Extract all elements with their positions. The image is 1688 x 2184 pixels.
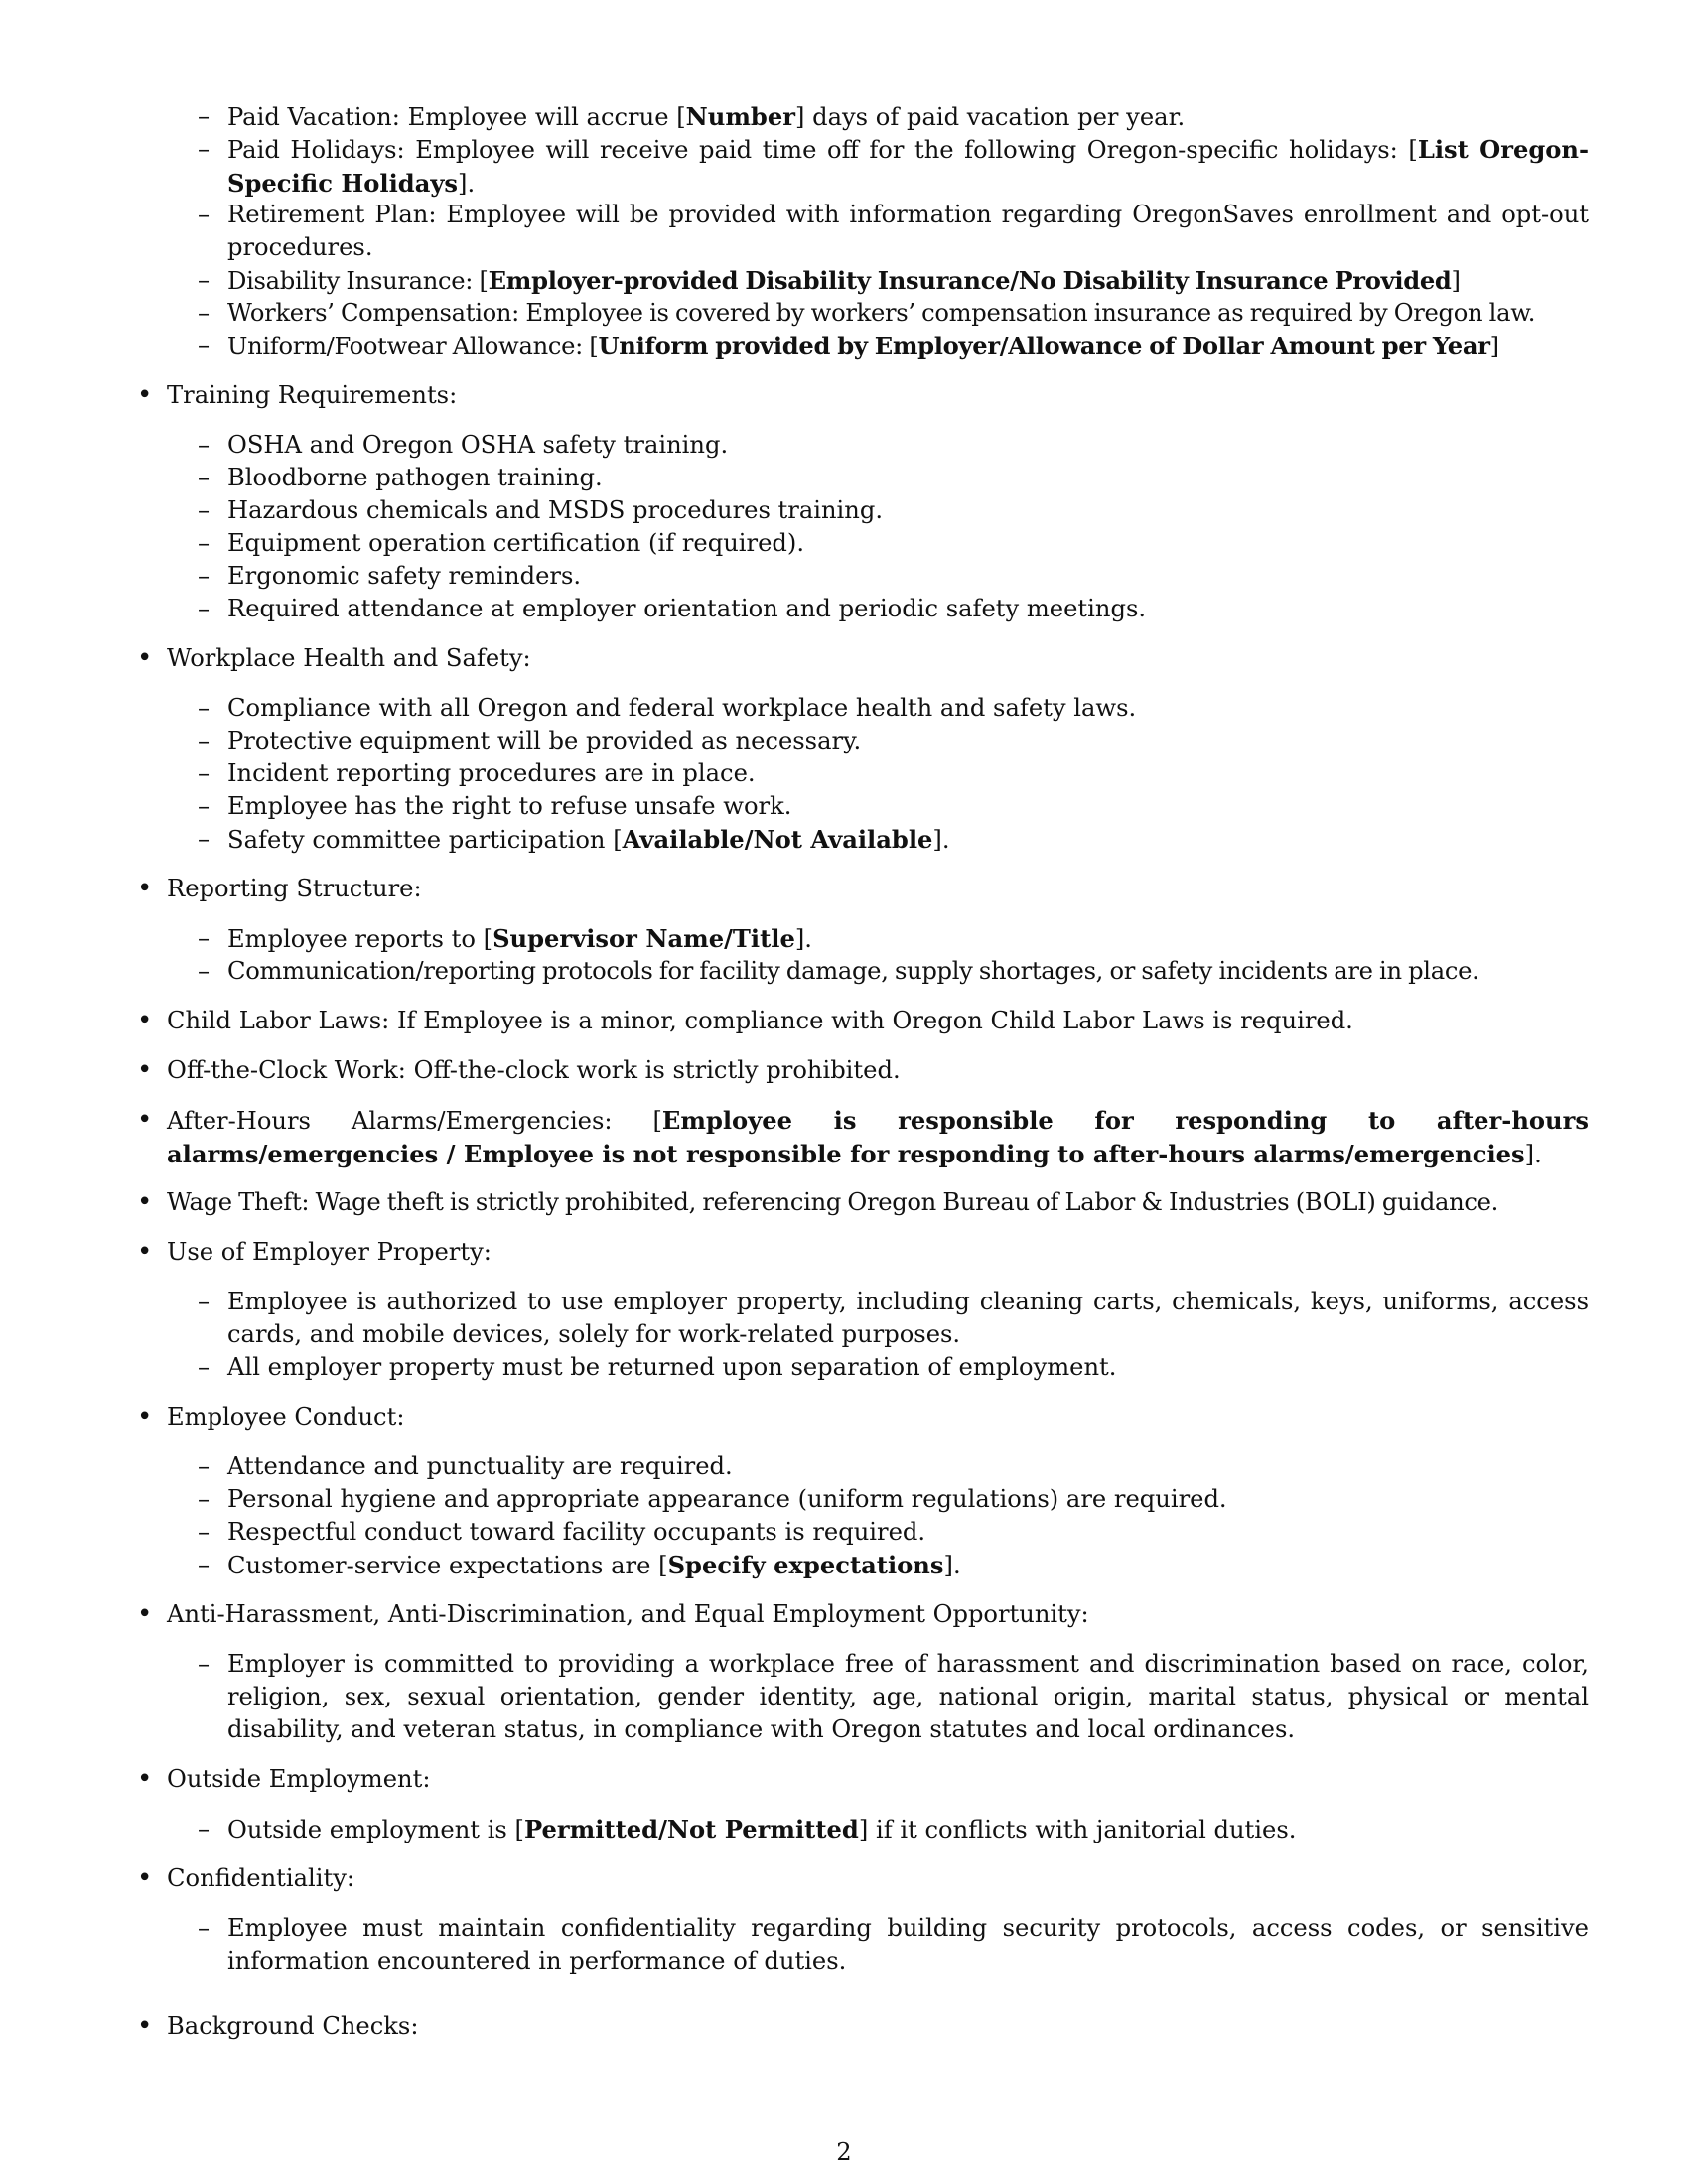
dash-marker: – — [198, 595, 211, 622]
section-after-hours-alarms — [167, 1104, 1589, 1171]
list-item — [227, 593, 1589, 625]
item-text: Compliance with all Oregon and federal workplace health and safety laws. — [227, 694, 1137, 722]
page-number: 2 — [836, 2138, 852, 2166]
dash-marker: – — [198, 924, 211, 952]
list-item — [227, 429, 1589, 462]
list-item — [227, 757, 1589, 790]
placeholder-text: Permitted/Not Permitted — [523, 1815, 859, 1843]
item-text: Safety committee participation [ — [227, 826, 623, 854]
list-item-workers-compensation — [227, 297, 1589, 330]
placeholder-text: Employee is responsible for responding to after-hours alarms/emergencies / Employee is not responsible for responding to after-hours alarms/emergencies — [167, 1106, 1589, 1168]
placeholder-text: List Oregon-Specific Holidays — [227, 135, 1589, 198]
dash-marker: – — [198, 694, 211, 722]
dash-marker: – — [198, 201, 211, 228]
item-text: Employer is committed to providing a workplace free of harassment and discrimination based on race, color, religion, sex, sexual orientation, gender identity, age, national origin, marital status, physical or mental disability, and veteran status, in compliance with Oregon statutes and local ordinances. — [227, 1650, 1589, 1743]
bullet-marker: • — [137, 1764, 153, 1794]
list-item — [227, 823, 1589, 857]
list-item — [227, 1450, 1589, 1483]
list-item-paid-vacation — [227, 100, 1589, 134]
section-off-the-clock-work: Off-the-Clock Work: Off-the-clock work is strictly prohibited. — [167, 1056, 901, 1084]
item-text: Protective equipment will be provided as necessary. — [227, 727, 862, 754]
item-text: Equipment operation certification (if required). — [227, 529, 805, 557]
bullet-marker: • — [137, 1187, 153, 1217]
dash-marker: – — [198, 562, 211, 590]
item-text: Respectful conduct toward facility occupants is required. — [227, 1518, 926, 1546]
section-reporting-structure: Reporting Structure: — [167, 875, 422, 902]
item-text: Incident reporting procedures are in place. — [227, 759, 756, 787]
item-text: All employer property must be returned upon separation of employment. — [227, 1353, 1117, 1381]
item-text: ]. — [932, 826, 950, 854]
section-workplace-health-safety: Workplace Health and Safety: — [167, 644, 531, 672]
item-text: ] days of paid vacation per year. — [794, 103, 1186, 131]
bullet-marker: • — [137, 1237, 153, 1267]
section-background-checks: Background Checks: — [167, 2012, 419, 2040]
item-text: After-Hours Alarms/Emergencies: [ — [167, 1107, 662, 1135]
item-text: Employee reports to [ — [227, 925, 493, 953]
section-training-requirements: Training Requirements: — [167, 381, 458, 409]
dash-marker: – — [198, 1288, 211, 1315]
dash-marker: – — [198, 1485, 211, 1513]
dash-marker: – — [198, 1914, 211, 1942]
dash-marker: – — [198, 1518, 211, 1546]
item-text: Personal hygiene and appropriate appearance (uniform regulations) are required. — [227, 1485, 1227, 1513]
bullet-marker: • — [137, 1105, 153, 1135]
item-text: Outside employment is [ — [227, 1816, 524, 1843]
item-text: Uniform/Footwear Allowance: [ — [227, 333, 599, 360]
item-text: Paid Vacation: Employee will accrue [ — [227, 103, 686, 131]
list-item — [227, 1648, 1589, 1746]
list-item — [227, 955, 1589, 988]
bullet-marker: • — [137, 1006, 153, 1035]
list-item — [227, 462, 1589, 494]
placeholder-text: Available/Not Available — [622, 825, 933, 854]
list-item — [227, 1286, 1589, 1351]
dash-marker: – — [198, 1650, 211, 1678]
section-anti-harassment: Anti-Harassment, Anti-Discrimination, and Equal Employment Opportunity: — [167, 1600, 1089, 1628]
section-outside-employment: Outside Employment: — [167, 1765, 431, 1793]
dash-marker: – — [198, 464, 211, 491]
section-employee-conduct: Employee Conduct: — [167, 1403, 405, 1431]
dash-marker: – — [198, 496, 211, 524]
item-text: Disability Insurance: [ — [227, 267, 489, 295]
list-item — [227, 1912, 1589, 1978]
dash-marker: – — [198, 825, 211, 853]
dash-marker: – — [198, 529, 211, 557]
item-text: Required attendance at employer orientation and periodic safety meetings. — [227, 595, 1147, 622]
item-text: Employee is authorized to use employer property, including cleaning carts, chemicals, keys, uniforms, access cards, and mobile devices, solely for work-related purposes. — [227, 1288, 1589, 1348]
item-text: ]. — [458, 170, 476, 198]
section-confidentiality: Confidentiality: — [167, 1864, 355, 1892]
dash-marker: – — [198, 792, 211, 820]
item-text: Paid Holidays: Employee will receive paid time off for the following Oregon-specific holidays: [ — [227, 136, 1418, 164]
dash-marker: – — [198, 1452, 211, 1480]
list-item — [227, 1813, 1589, 1846]
item-text: Retirement Plan: Employee will be provided with information regarding OregonSaves enrollment and opt-out procedures. — [227, 201, 1589, 261]
item-text: Attendance and punctuality are required. — [227, 1452, 733, 1480]
item-text: Customer-service expectations are [ — [227, 1552, 668, 1579]
list-item — [227, 1483, 1589, 1516]
list-item-uniform-allowance — [227, 330, 1589, 363]
placeholder-text: Specify expectations — [667, 1551, 944, 1579]
bullet-marker: • — [137, 643, 153, 673]
list-item — [227, 560, 1589, 593]
list-item — [227, 494, 1589, 527]
bullet-marker: • — [137, 1055, 153, 1085]
list-item — [227, 790, 1589, 823]
list-item — [227, 1549, 1589, 1582]
list-item — [227, 692, 1589, 725]
item-text: ]. — [794, 925, 812, 953]
item-text: Employee must maintain confidentiality regarding building security protocols, access codes, or sensitive information encountered in performance of duties. — [227, 1914, 1589, 1975]
list-item-disability-insurance — [227, 264, 1589, 298]
list-item — [227, 725, 1589, 757]
section-wage-theft: Wage Theft: Wage theft is strictly prohibited, referencing Oregon Bureau of Labor & Industries (BOLI) guidance. — [167, 1188, 1499, 1216]
placeholder-text: Number — [685, 102, 795, 131]
placeholder-text: Employer-provided Disability Insurance/No Disability Insurance Provided — [488, 266, 1452, 295]
bullet-marker: • — [137, 2011, 153, 2041]
dash-marker: – — [198, 727, 211, 754]
item-text: Ergonomic safety reminders. — [227, 562, 582, 590]
dash-marker: – — [198, 102, 211, 130]
item-text: ]. — [1524, 1141, 1542, 1168]
placeholder-text: Supervisor Name/Title — [492, 924, 795, 953]
dash-marker: – — [198, 1815, 211, 1843]
bullet-marker: • — [137, 1599, 153, 1629]
item-text: Employee has the right to refuse unsafe work. — [227, 792, 792, 820]
bullet-marker: • — [137, 380, 153, 410]
dash-marker: – — [198, 431, 211, 459]
bullet-marker: • — [137, 1863, 153, 1893]
section-use-of-employer-property: Use of Employer Property: — [167, 1238, 492, 1266]
list-item — [227, 527, 1589, 560]
dash-marker: – — [198, 332, 211, 359]
list-item — [227, 1351, 1589, 1384]
list-item-paid-holidays — [227, 133, 1589, 201]
list-item — [227, 1516, 1589, 1549]
dash-marker: – — [198, 266, 211, 294]
item-text: ]. — [943, 1552, 961, 1579]
item-text: Bloodborne pathogen training. — [227, 464, 603, 491]
bullet-marker: • — [137, 874, 153, 903]
item-text: Hazardous chemicals and MSDS procedures training. — [227, 496, 884, 524]
dash-marker: – — [198, 957, 211, 985]
dash-marker: – — [198, 299, 211, 327]
item-text: ] if it conflicts with janitorial duties. — [858, 1816, 1297, 1843]
item-text: ] — [1451, 267, 1461, 295]
item-text: OSHA and Oregon OSHA safety training. — [227, 431, 729, 459]
list-item-retirement-plan — [227, 199, 1589, 264]
dash-marker: – — [198, 135, 211, 163]
list-item — [227, 922, 1589, 956]
dash-marker: – — [198, 1551, 211, 1578]
item-text: Communication/reporting protocols for facility damage, supply shortages, or safety incidents are in place. — [227, 957, 1479, 985]
section-child-labor-laws: Child Labor Laws: If Employee is a minor, compliance with Oregon Child Labor Laws is required. — [167, 1007, 1353, 1034]
item-text: ] — [1489, 333, 1499, 360]
bullet-marker: • — [137, 1402, 153, 1432]
item-text: Workers’ Compensation: Employee is covered by workers’ compensation insurance as required by Oregon law. — [227, 299, 1536, 327]
placeholder-text: Uniform provided by Employer/Allowance of Dollar Amount per Year — [598, 332, 1490, 360]
dash-marker: – — [198, 759, 211, 787]
dash-marker: – — [198, 1353, 211, 1381]
